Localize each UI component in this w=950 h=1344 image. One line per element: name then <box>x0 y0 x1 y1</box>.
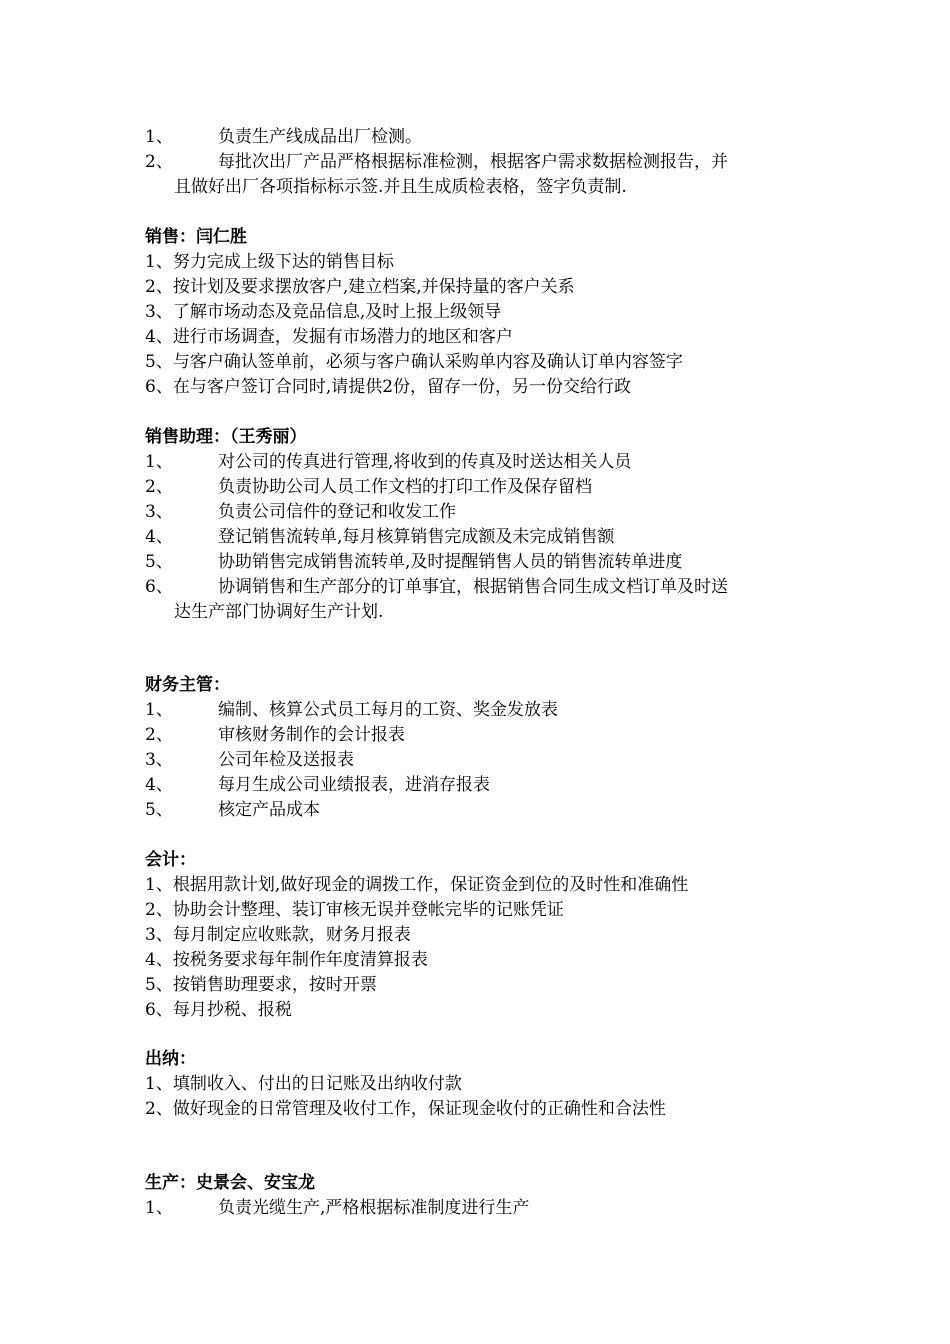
list-item: 2、按计划及要求摆放客户,建立档案,并保持量的客户关系 <box>145 277 575 297</box>
list-item <box>145 125 422 149</box>
list-item: 5、按销售助理要求，按时开票 <box>145 975 377 995</box>
item-number: 1、 <box>145 452 173 472</box>
item-number: 4、 <box>145 775 173 795</box>
item-number: 3、 <box>145 750 173 770</box>
item-number: 2、 <box>145 152 173 172</box>
list-item <box>145 150 728 174</box>
list-item-continuation: 且做好出厂各项指标标示签.并且生成质检表格，签字负责制. <box>174 177 627 197</box>
list-item <box>145 773 490 797</box>
item-text: 审核财务制作的会计报表 <box>218 725 405 745</box>
item-text: 编制、核算公式员工每月的工资、奖金发放表 <box>218 700 558 720</box>
list-item: 1、填制收入、付出的日记账及出纳收付款 <box>145 1074 462 1094</box>
list-item: 1、努力完成上级下达的销售目标 <box>145 252 394 272</box>
list-item: 5、与客户确认签单前，必须与客户确认采购单内容及确认订单内容签字 <box>145 352 683 372</box>
item-number: 1、 <box>145 700 173 720</box>
list-item: 2、做好现金的日常管理及收付工作，保证现金收付的正确性和合法性 <box>145 1099 666 1119</box>
item-number: 4、 <box>145 527 173 547</box>
list-item: 1、根据用款计划,做好现金的调拨工作，保证资金到位的及时性和准确性 <box>145 875 689 895</box>
item-text: 负责协助公司人员工作文档的打印工作及保存留档 <box>218 477 592 497</box>
item-text: 核定产品成本 <box>218 800 320 820</box>
list-item <box>145 475 592 499</box>
list-item: 3、每月制定应收账款，财务月报表 <box>145 925 411 945</box>
item-text: 每月生成公司业绩报表，进消存报表 <box>218 775 490 795</box>
list-item <box>145 698 558 722</box>
item-number: 5、 <box>145 800 173 820</box>
item-text: 每批次出厂产品严格根据标准检测，根据客户需求数据检测报告，并 <box>218 152 728 172</box>
section-heading-production: 生产：史景会、安宝龙 <box>145 1173 315 1193</box>
list-item <box>145 525 614 549</box>
list-item <box>145 500 456 524</box>
list-item: 4、按税务要求每年制作年度清算报表 <box>145 950 428 970</box>
section-heading-accounting: 会计： <box>145 850 196 870</box>
list-item <box>145 550 682 574</box>
item-text: 负责生产线成品出厂检测。 <box>218 127 422 147</box>
item-number: 2、 <box>145 725 173 745</box>
item-text: 负责光缆生产,严格根据标准制度进行生产 <box>218 1198 530 1218</box>
item-number: 3、 <box>145 502 173 522</box>
list-item: 4、进行市场调查，发掘有市场潜力的地区和客户 <box>145 327 513 347</box>
section-heading-sales: 销售：闫仁胜 <box>145 227 247 247</box>
item-number: 1、 <box>145 127 173 147</box>
item-number: 6、 <box>145 577 173 597</box>
section-heading-sales-assistant: 销售助理：（王秀丽） <box>145 427 307 447</box>
item-text: 协调销售和生产部分的订单事宜，根据销售合同生成文档订单及时送 <box>218 577 728 597</box>
list-item <box>145 798 320 822</box>
list-item <box>145 1196 529 1220</box>
item-text: 对公司的传真进行管理,将收到的传真及时送达相关人员 <box>218 452 632 472</box>
item-number: 2、 <box>145 477 173 497</box>
section-heading-finance: 财务主管： <box>145 675 230 695</box>
list-item: 6、每月抄税、报税 <box>145 1000 292 1020</box>
section-heading-cashier: 出纳： <box>145 1049 196 1069</box>
list-item: 6、在与客户签订合同时,请提供2份，留存一份，另一份交给行政 <box>145 377 632 397</box>
list-item <box>145 450 631 474</box>
item-number: 5、 <box>145 552 173 572</box>
list-item <box>145 575 728 599</box>
list-item: 2、协助会计整理、装订审核无误并登帐完毕的记账凭证 <box>145 900 564 920</box>
list-item-continuation: 达生产部门协调好生产计划. <box>174 602 384 622</box>
list-item <box>145 748 354 772</box>
item-number: 1、 <box>145 1198 173 1218</box>
item-text: 登记销售流转单,每月核算销售完成额及未完成销售额 <box>218 527 615 547</box>
item-text: 公司年检及送报表 <box>218 750 354 770</box>
item-text: 负责公司信件的登记和收发工作 <box>218 502 456 522</box>
item-text: 协助销售完成销售流转单,及时提醒销售人员的销售流转单进度 <box>218 552 683 572</box>
list-item: 3、了解市场动态及竞品信息,及时上报上级领导 <box>145 302 502 322</box>
list-item <box>145 723 405 747</box>
